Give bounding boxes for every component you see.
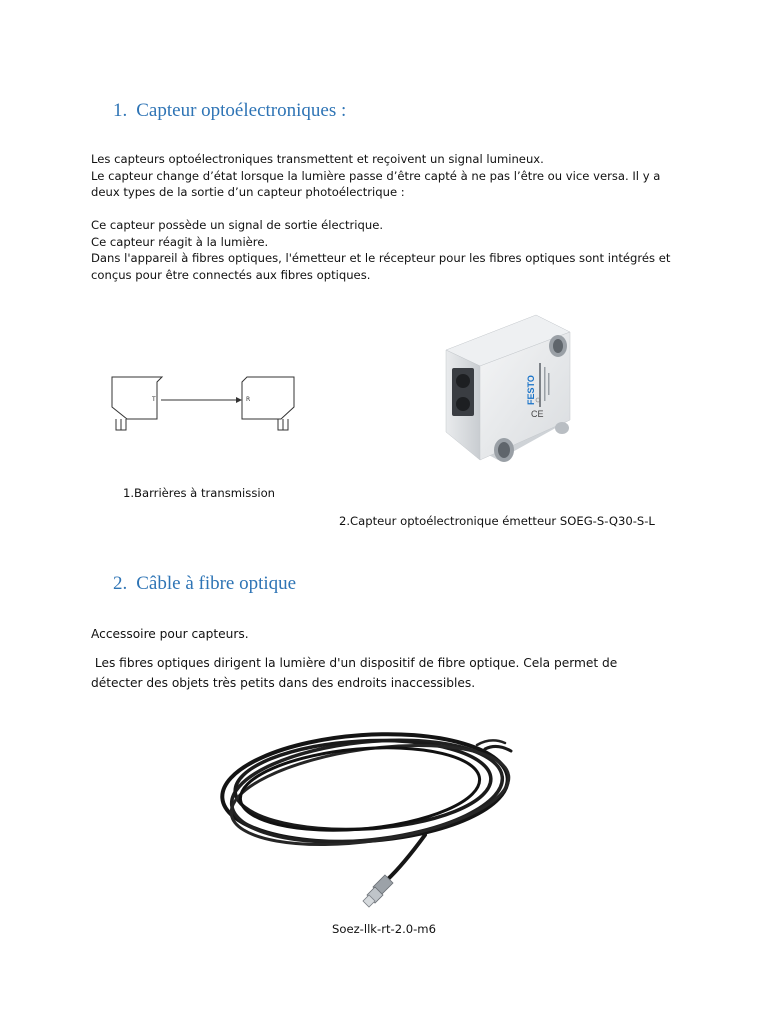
emitter-block — [112, 377, 162, 430]
lens-bottom — [456, 397, 470, 411]
section-1-title: Capteur optoélectroniques : — [136, 100, 347, 121]
fiber-optic-cable-image — [215, 725, 525, 915]
detail-line: Ce capteur réagit à la lumière. — [91, 234, 269, 249]
intro-line: deux types de la sortie d’un capteur photoélectrique : — [91, 185, 405, 199]
accessory-paragraph — [91, 624, 249, 644]
section-2-title: Câble à fibre optique — [136, 573, 297, 594]
caption-barrier: 1.Barrières à transmission — [123, 486, 276, 500]
beam-arrowhead — [236, 397, 242, 403]
detail-line: Ce capteur possède un signal de sortie électrique. — [91, 218, 384, 232]
accessory-line: Accessoire pour capteurs. — [91, 627, 249, 641]
detail-line: Dans l'appareil à fibres optiques, l'émetteur et le récepteur pour les fibres optiques sont intégrés et — [91, 251, 671, 265]
intro-paragraph — [91, 151, 660, 201]
fiber-line: Les fibres optiques dirigent la lumière d'un dispositif de fibre optique. Cela permet de — [91, 656, 618, 670]
optoelectronic-sensor-image — [438, 310, 578, 482]
m6-connector — [363, 875, 393, 907]
fiber-line: détecter des objets très petits dans des endroits inaccessibles. — [91, 676, 476, 690]
section-2-number: 2. — [113, 573, 128, 594]
lens-top — [456, 374, 470, 388]
section-2-heading — [113, 573, 296, 595]
caption-sensor: 2.Capteur optoélectronique émetteur SOEG-S-Q30-S-L — [339, 514, 655, 528]
intro-line: Le capteur change d’état lorsque la lumière passe d’être capté à ne pas l’être ou vice versa. Il y a — [91, 168, 661, 183]
through-beam-diagram — [105, 370, 305, 440]
section-1-heading — [113, 100, 346, 122]
cable-coils — [219, 725, 515, 880]
detail-line: conçus pour être connectés aux fibres optiques. — [91, 267, 371, 282]
caption-cable: Soez-llk-rt-2.0-m6 — [332, 922, 436, 936]
fiber-paragraph — [91, 653, 617, 693]
detail-paragraph — [91, 217, 670, 283]
intro-line: Les capteurs optoélectroniques transmettent et reçoivent un signal lumineux. — [91, 152, 544, 166]
ce-mark: CE — [531, 409, 544, 419]
section-1-number: 1. — [113, 100, 128, 121]
emitter-label: T — [152, 396, 156, 403]
receiver-label: R — [246, 396, 251, 403]
festo-logo: FESTO — [526, 375, 536, 405]
receiver-block — [242, 377, 294, 430]
